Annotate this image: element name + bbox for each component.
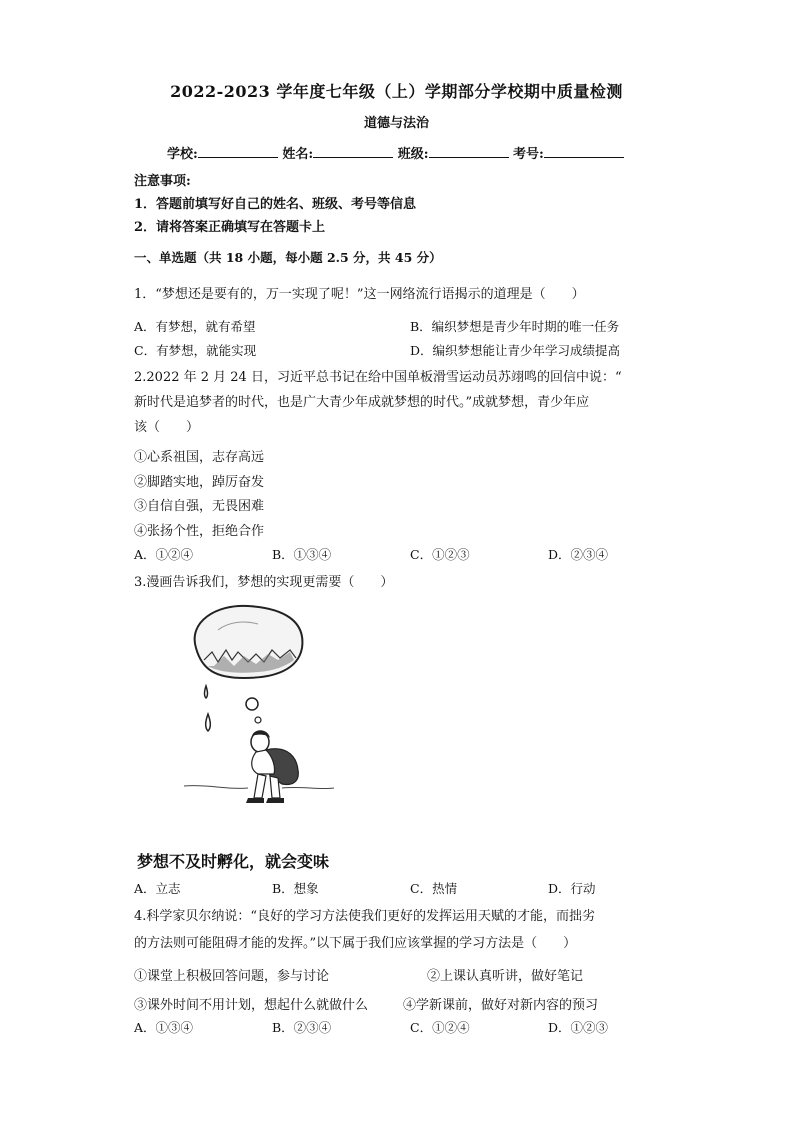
thought-bubble-tiny [255, 717, 261, 723]
q2-option-c: C．①②③ [410, 547, 470, 562]
q2-item: ②脚踏实地，踔厉奋发 [134, 475, 265, 490]
q1-option-b: B．编织梦想是青少年时期的唯一任务 [410, 319, 620, 334]
student-info-line [167, 143, 624, 162]
drop-shape [205, 686, 208, 698]
q4-option-c: C．①②④ [410, 1020, 470, 1035]
school-label: 学校: [167, 147, 198, 162]
exam-number-label: 考号: [513, 147, 544, 162]
q2-item: ③自信自强，无畏困难 [134, 499, 265, 514]
cartoon-caption: 梦想不及时孵化，就会变味 [137, 852, 330, 871]
q3-option-c: C．热情 [410, 881, 458, 896]
q2-option-d: D．②③④ [548, 547, 609, 562]
class-label: 班级: [397, 147, 429, 162]
name-label: 姓名: [282, 147, 314, 162]
cartoon-illustration [178, 600, 338, 830]
q3-option-a: A．立志 [134, 881, 181, 896]
notes-item: 1．答题前填写好自己的姓名、班级、考号等信息 [134, 197, 417, 212]
q2-option-a: A．①②④ [134, 547, 194, 562]
question-2-stem-line: 2.2022 年 2 月 24 日，习近平总书记在给中国单板滑雪运动员苏翊鸣的回信中说：“ [134, 370, 622, 385]
question-4-stem-line: 的方法则可能阻碍才能的发挥。”以下属于我们应该掌握的学习方法是（ ） [134, 936, 577, 951]
section-heading: 一、单选题（共 18 小题，每小题 2.5 分，共 45 分） [134, 250, 442, 265]
question-1-stem: 1．“梦想还是要有的，万一实现了呢！”这一网络流行语揭示的道理是（ ） [134, 287, 585, 302]
school-blank [198, 145, 278, 158]
question-2-stem-line: 新时代是追梦者的时代，也是广大青少年成就梦想的时代。”成就梦想，青少年应 [134, 395, 590, 410]
question-3-stem: 3.漫画告诉我们，梦想的实现更需要（ ） [134, 575, 394, 590]
q2-option-b: B．①③④ [272, 547, 332, 562]
q4-item: ①课堂上积极回答问题，参与讨论 [134, 969, 330, 984]
question-2-stem-line: 该（ ） [134, 420, 200, 435]
question-4-stem-line: 4.科学家贝尔纳说：“良好的学习方法使我们更好的发挥运用天赋的才能，而拙劣 [134, 909, 596, 924]
class-blank [429, 145, 509, 158]
q1-option-c: C．有梦想，就能实现 [134, 343, 257, 358]
q4-item: ③课外时间不用计划，想起什么就做什么 [134, 998, 369, 1013]
q4-option-d: D．①②③ [548, 1020, 609, 1035]
q2-item: ④张扬个性，拒绝合作 [134, 524, 265, 539]
q4-item: ②上课认真听讲，做好笔记 [427, 969, 584, 984]
thought-bubble-small [246, 698, 258, 710]
notes-heading: 注意事项: [134, 174, 191, 189]
exam-title: 2022-2023 学年度七年级（上）学期部分学校期中质量检测 [170, 82, 623, 101]
q2-item: ①心系祖国，志存高远 [134, 450, 265, 465]
name-blank [313, 145, 393, 158]
q3-option-d: D．行动 [548, 881, 596, 896]
subject-title: 道德与法治 [363, 116, 429, 131]
q4-option-b: B．②③④ [272, 1020, 332, 1035]
q3-option-b: B．想象 [272, 881, 319, 896]
q1-option-d: D．编织梦想能让青少年学习成绩提高 [410, 343, 621, 358]
exam-number-blank [544, 145, 624, 158]
drop-shape [206, 714, 211, 731]
sitting-man [246, 730, 298, 803]
notes-item: 2．请将答案正确填写在答题卡上 [134, 220, 326, 235]
q1-option-a: A．有梦想，就有希望 [134, 319, 256, 334]
q4-item: ④学新课前，做好对新内容的预习 [403, 998, 599, 1013]
q4-option-a: A．①③④ [134, 1020, 194, 1035]
